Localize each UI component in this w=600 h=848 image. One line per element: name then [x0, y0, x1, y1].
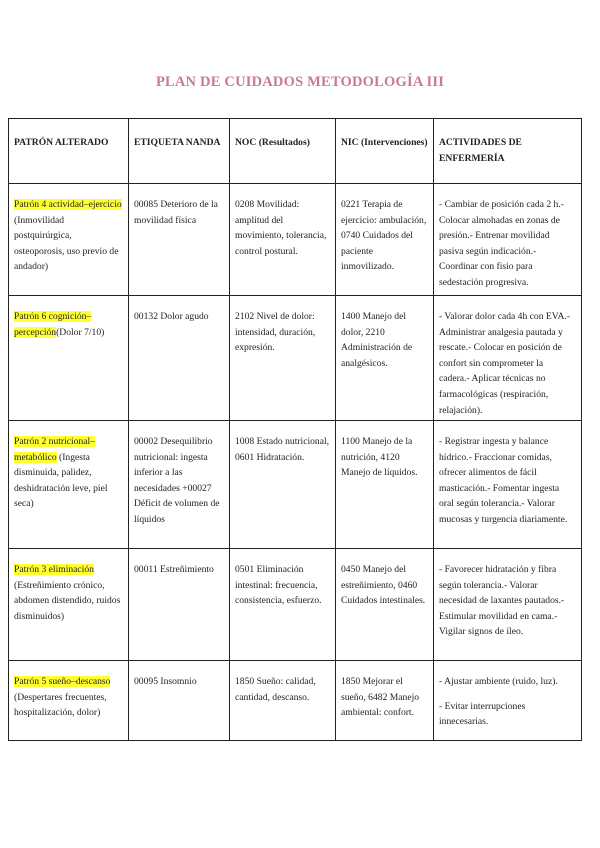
header-noc: NOC (Resultados) [230, 119, 336, 184]
nic-cell: 1850 Mejorar el sueño, 6482 Manejo ambiental: confort. [336, 661, 434, 741]
nanda-cell: 00011 Estreñimiento [129, 549, 230, 661]
nanda-cell: 00002 Desequilibrio nutricional: ingesta inferior a las necesidades +00027 Déficit de volumen de líquidos [129, 421, 230, 549]
actividad-item: - Evitar interrupciones innecesarias. [439, 700, 526, 728]
patron-cell [9, 661, 129, 741]
header-nic: NIC (Intervenciones) [336, 119, 434, 184]
patron-cell [9, 549, 129, 661]
patron-highlight: Patrón 5 sueño–descanso [14, 676, 111, 687]
table-row [9, 421, 582, 549]
noc-cell: 1850 Sueño: calidad, cantidad, descanso. [230, 661, 336, 741]
patron-detail: (Dolor 7/10) [56, 326, 105, 338]
patron-highlight: Patrón 2 nutricional–metabólico [14, 436, 95, 463]
patron-cell [9, 184, 129, 296]
noc-cell: 1008 Estado nutricional, 0601 Hidratación. [230, 421, 336, 549]
table-row [9, 184, 582, 296]
header-nanda: ETIQUETA NANDA [129, 119, 230, 184]
nanda-cell: 00095 Insomnio [129, 661, 230, 741]
nic-cell: 1100 Manejo de la nutrición, 4120 Manejo de líquidos. [336, 421, 434, 549]
patron-detail: (Ingesta disminuida, palidez, deshidratación leve, piel seca) [14, 451, 108, 510]
patron-detail: (Inmovilidad postquirúrgica, osteoporosis, uso previo de andador) [14, 214, 119, 273]
table-row [9, 661, 582, 741]
care-plan-table [8, 118, 582, 741]
patron-cell [9, 296, 129, 421]
page-title: PLAN DE CUIDADOS METODOLOGÍA III [155, 74, 445, 90]
actividades-cell [434, 661, 582, 741]
nic-cell: 1400 Manejo del dolor, 2210 Administración de analgésicos. [336, 296, 434, 421]
actividades-cell: - Valorar dolor cada 4h con EVA.- Administrar analgesia pautada y rescate.- Colocar en posición de confort sin comprometer la cadera.- Aplicar técnicas no farmacológicas (respiración, relajación). [434, 296, 582, 421]
nic-cell: 0221 Terapia de ejercicio: ambulación, 0740 Cuidados del paciente inmovilizado. [336, 184, 434, 296]
header-row [9, 119, 582, 184]
nanda-cell: 00085 Deterioro de la movilidad física [129, 184, 230, 296]
patron-cell [9, 421, 129, 549]
noc-cell: 0501 Eliminación intestinal: frecuencia, consistencia, esfuerzo. [230, 549, 336, 661]
header-actividades: ACTIVIDADES DE ENFERMERÍA [434, 119, 582, 184]
nanda-cell: 00132 Dolor agudo [129, 296, 230, 421]
actividades-cell: - Cambiar de posición cada 2 h.- Colocar almohadas en zonas de presión.- Entrenar movilidad pasiva según indicación.- Coordinar con fisio para sedestación progresiva. [434, 184, 582, 296]
patron-highlight: Patrón 3 eliminación [14, 564, 94, 575]
patron-detail: (Estreñimiento crónico, abdomen distendido, ruidos disminuidos) [14, 579, 121, 622]
noc-cell: 2102 Nivel de dolor: intensidad, duración, expresión. [230, 296, 336, 421]
table-row [9, 549, 582, 661]
patron-highlight: Patrón 4 actividad–ejercicio [14, 199, 122, 210]
header-patron: PATRÓN ALTERADO [9, 119, 129, 184]
nic-cell: 0450 Manejo del estreñimiento, 0460 Cuidados intestinales. [336, 549, 434, 661]
actividades-cell: - Favorecer hidratación y fibra según tolerancia.- Valorar necesidad de laxantes pautados.- Estimular movilidad en cama.- Vigilar signos de íleo. [434, 549, 582, 661]
table-row [9, 296, 582, 421]
patron-highlight: Patrón 6 cognición–percepción [14, 311, 92, 338]
patron-detail: (Despertares frecuentes, hospitalización, dolor) [14, 691, 107, 719]
actividades-cell: - Registrar ingesta y balance hídrico.- Fraccionar comidas, ofrecer alimentos de fácil masticación.- Fomentar ingesta oral según tolerancia.- Valorar mucosas y turgencia diariamente. [434, 421, 582, 549]
actividad-item: - Ajustar ambiente (ruido, luz). [439, 676, 558, 687]
noc-cell: 0208 Movilidad: amplitud del movimiento, tolerancia, control postural. [230, 184, 336, 296]
